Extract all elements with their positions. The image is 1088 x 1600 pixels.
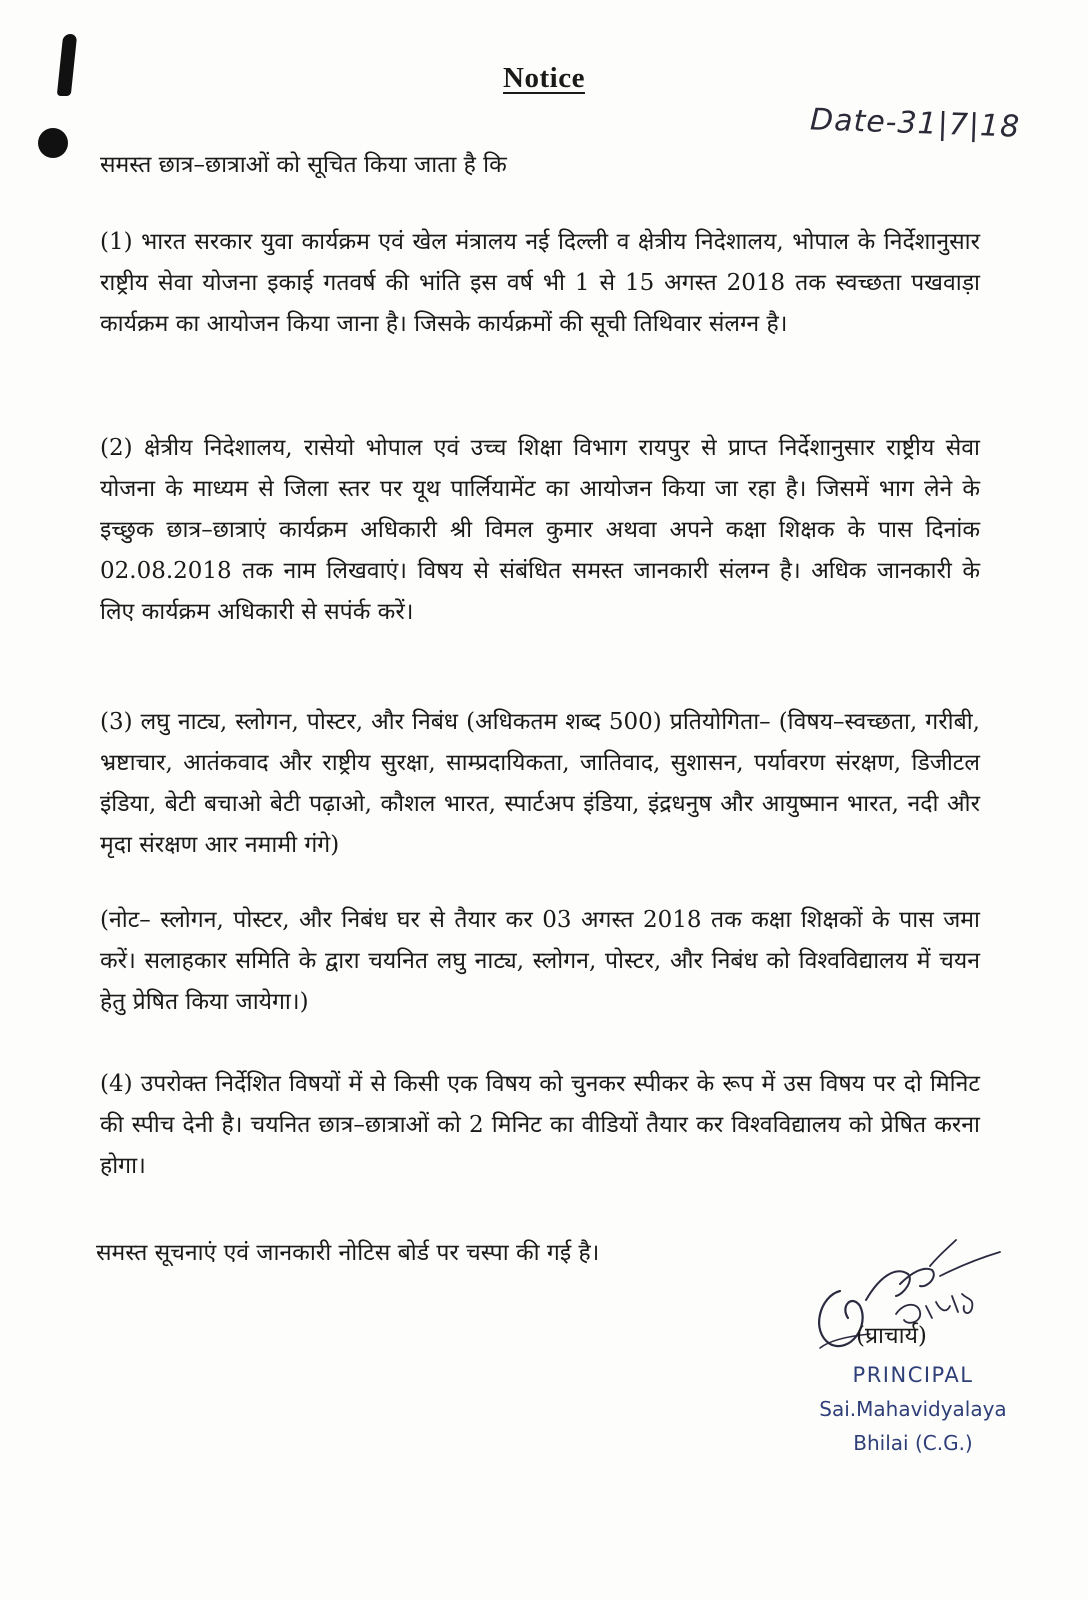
punch-hole xyxy=(38,128,68,158)
principal-stamp xyxy=(808,1358,1018,1460)
notice-paragraph-1: (1) भारत सरकार युवा कार्यक्रम एवं खेल मंत्रालय नई दिल्ली व क्षेत्रीय निदेशालय, भोपाल के निर्देशानुसार राष्ट्रीय सेवा योजना इकाई गतवर्ष की भांति इस वर्ष भी 1 से 15 अगस्त 2018 तक स्वच्छता पखवाड़ा कार्यक्रम का आयोजन किया जाना है। जिसके कार्यक्रमों की सूची तिथिवार संलग्न है। xyxy=(100,229,980,337)
notice-title: Notice xyxy=(503,62,585,94)
notice-paragraph-3: (3) लघु नाट्य, स्लोगन, पोस्टर, और निबंध (अधिकतम शब्द 500) प्रतियोगिता– (विषय–स्वच्छता, गरीबी, भ्रष्टाचार, आतंकवाद और राष्ट्रीय सुरक्षा, साम्प्रदायिकता, जातिवाद, सुशासन, पर्यावरण संरक्षण, डिजीटल इंडिया, बेटी बचाओ बेटी पढ़ाओ, कौशल भारत, स्पार्टअप इंडिया, इंद्रधनुष और आयुष्मान भारत, नदी और मृदा संरक्षण आर नमामी गंगे) xyxy=(100,709,980,858)
handwritten-date: Date-31|7|18 xyxy=(809,102,1021,145)
signatory-role: (प्राचार्य) xyxy=(856,1323,927,1349)
notice-paragraph-4: (4) उपरोक्त निर्देशित विषयों में से किसी एक विषय को चुनकर स्पीकर के रूप में उस विषय पर दो मिनिट की स्पीच देनी है। चयनित छात्र–छात्राओं को 2 मिनिट का वीडियों तैयार कर विश्वविद्यालय को प्रेषित करना होगा। xyxy=(100,1071,980,1179)
stamp-line-college: Sai.Mahavidyalaya xyxy=(819,1397,1007,1421)
notice-intro: समस्त छात्र–छात्राओं को सूचित किया जाता है कि xyxy=(100,152,507,178)
stamp-line-principal: PRINCIPAL xyxy=(852,1363,974,1387)
notice-note: (नोट– स्लोगन, पोस्टर, और निबंध घर से तैयार कर 03 अगस्त 2018 तक कक्षा शिक्षकों के पास जमा करें। सलाहकार समिति के द्वारा चयनित लघु नाट्य, स्लोगन, पोस्टर, और निबंध को विश्वविद्यालय में चयन हेतु प्रेषित किया जायेगा।) xyxy=(100,907,980,1015)
notice-closing: समस्त सूचनाएं एवं जानकारी नोटिस बोर्ड पर चस्पा की गई है। xyxy=(96,1240,600,1266)
stamp-line-city: Bhilai (C.G.) xyxy=(853,1431,973,1455)
notice-paragraph-2: (2) क्षेत्रीय निदेशालय, रासेयो भोपाल एवं उच्च शिक्षा विभाग रायपुर से प्राप्त निर्देशानुसार राष्ट्रीय सेवा योजना के माध्यम से जिला स्तर पर यूथ पार्लियामेंट का आयोजन किया जा रहा है। जिसमें भाग लेने के इच्छुक छात्र–छात्राएं कार्यक्रम अधिकारी श्री विमल कुमार अथवा अपने कक्षा शिक्षक के पास दिनांक 02.08.2018 तक नाम लिखवाएं। विषय से संबंधित समस्त जानकारी संलग्न है। अधिक जानकारी के लिए कार्यक्रम अधिकारी से सपंर्क करें। xyxy=(100,435,980,625)
